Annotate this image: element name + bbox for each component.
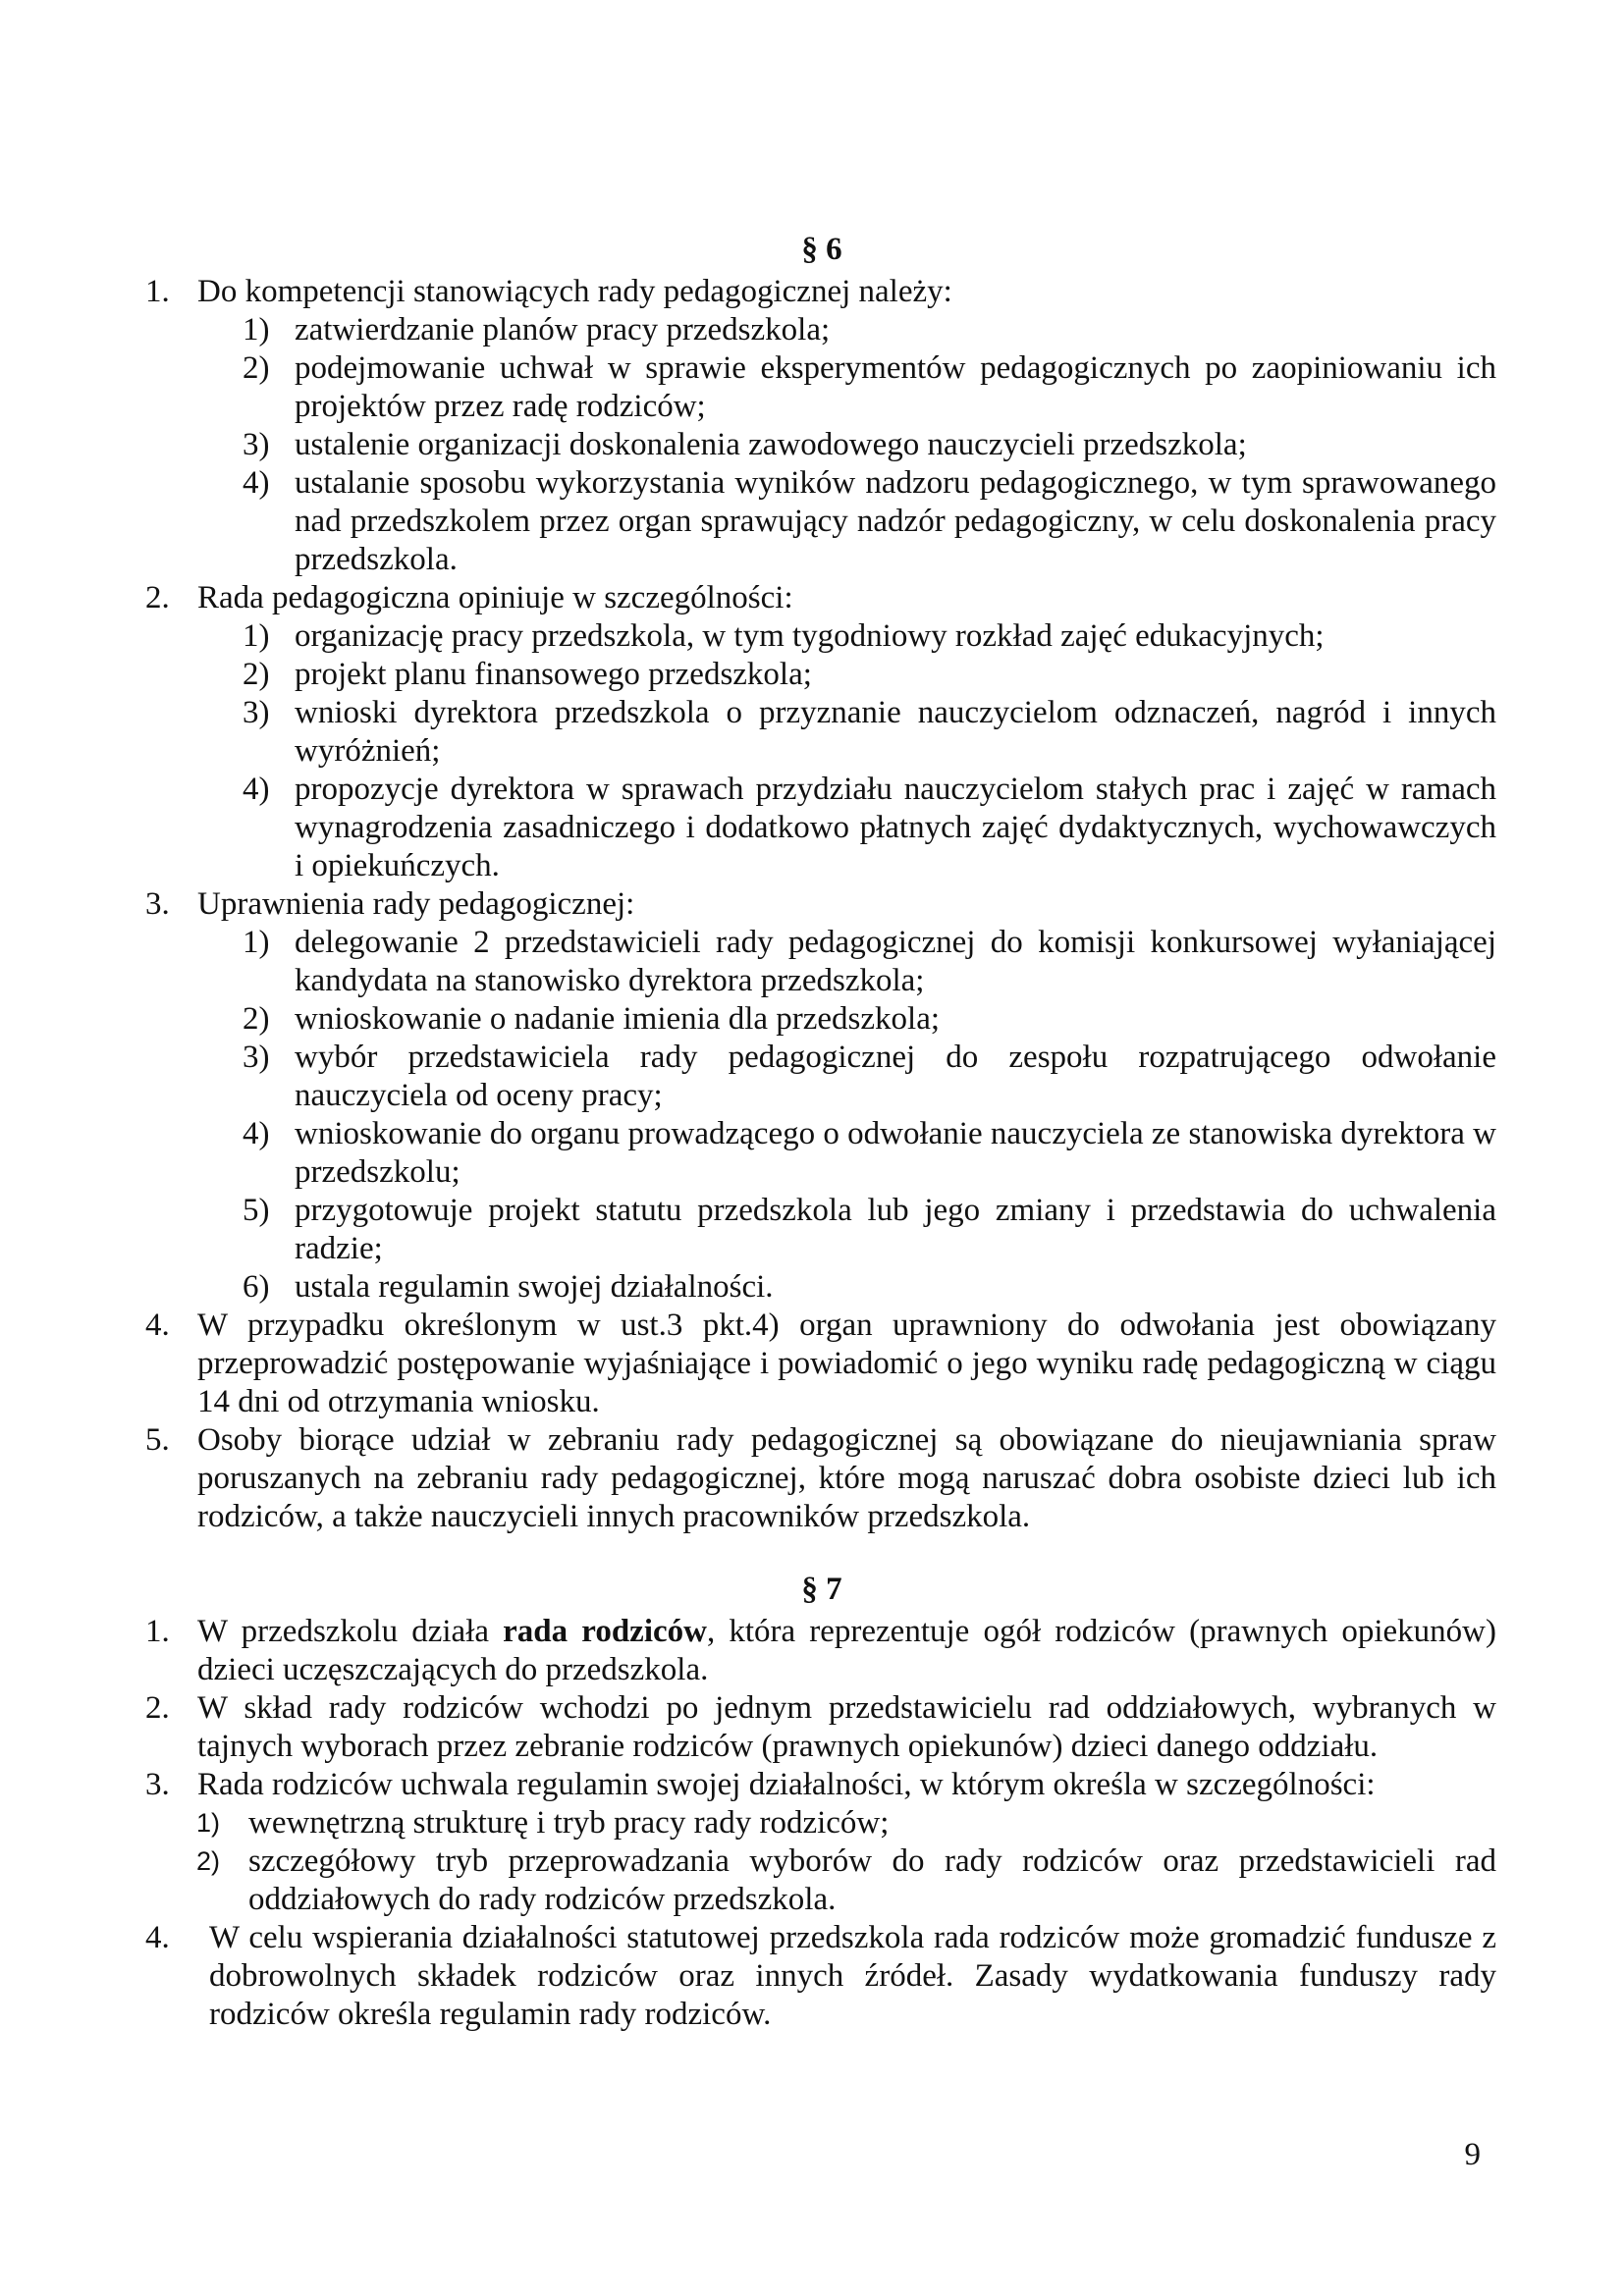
paragraph-number: 3. (145, 886, 170, 922)
list-item (0, 464, 1624, 579)
list-item-number: 4) (243, 772, 270, 807)
list-item-number: 2) (243, 657, 270, 692)
list-item-text: delegowanie 2 przedstawicieli rady pedagogicznej do komisji konkursowej wyłaniającej kandydata na stanowisko dyrektora przedszkola; (295, 925, 1496, 998)
list-item (0, 1192, 1624, 1268)
list-item (0, 1039, 1624, 1115)
paragraph-text: W skład rady rodziców wchodzi po jednym przedstawicielu rad oddziałowych, wybranych w tajnych wyborach przez zebranie rodziców (prawnych opiekunów) dzieci danego oddziału. (197, 1690, 1496, 1764)
paragraph-3 (0, 1766, 1624, 1804)
paragraph-number: 2. (145, 580, 170, 615)
paragraph-text-bold: rada rodziców (503, 1614, 707, 1649)
list-item-number: 4) (243, 465, 270, 501)
list-item-text: wnioskowanie do organu prowadzącego o odwołanie nauczyciela ze stanowiska dyrektora w przedszkolu; (295, 1116, 1496, 1190)
list-item-text: projekt planu finansowego przedszkola; (295, 657, 812, 692)
paragraph-number: 3. (145, 1767, 170, 1802)
list-item-text: wnioski dyrektora przedszkola o przyznanie nauczycielom odznaczeń, nagród i innych wyróżnień; (295, 695, 1496, 769)
paragraph-number: 4. (145, 1920, 170, 1955)
paragraph-number: 2. (145, 1690, 170, 1726)
list-item (0, 426, 1624, 464)
list-item-number: 1) (196, 1808, 221, 1838)
list-item-text: podejmowanie uchwał w sprawie eksperymentów pedagogicznych po zaopiniowaniu ich projektów przez radę rodziców; (295, 350, 1496, 424)
page-number: 9 (1464, 2137, 1481, 2172)
paragraph-text: Do kompetencji stanowiących rady pedagogicznej należy: (197, 274, 952, 309)
list-item-number: 1) (243, 618, 270, 654)
list-item (0, 1804, 1624, 1842)
paragraph-number: 5. (145, 1422, 170, 1458)
list-item-text: ustala regulamin swojej działalności. (295, 1269, 774, 1305)
list-item-text: ustalanie sposobu wykorzystania wyników nadzoru pedagogicznego, w tym sprawowanego nad przedszkolem przez organ sprawujący nadzór pedagogiczny, w celu doskonalenia pracy przedszkola. (295, 465, 1496, 577)
paragraph-5 (0, 1421, 1624, 1536)
paragraph-text: W celu wspierania działalności statutowej przedszkola rada rodziców może gromadzić fundusze z dobrowolnych składek rodziców oraz innych źródeł. Zasady wydatkowania funduszy rady rodziców określa regulamin rady rodziców. (209, 1920, 1496, 2032)
list-item-number: 3) (243, 695, 270, 730)
list-item (0, 694, 1624, 771)
list-item-text: przygotowuje projekt statutu przedszkola lub jego zmiany i przedstawia do uchwalenia radzie; (295, 1193, 1496, 1266)
list-item-text: wybór przedstawiciela rady pedagogicznej do zespołu rozpatrującego odwołanie nauczyciela od oceny pracy; (295, 1040, 1496, 1113)
list-item-number: 5) (243, 1193, 270, 1228)
paragraph-text: Rada pedagogiczna opiniuje w szczególności: (197, 580, 793, 615)
list-item-text: ustalenie organizacji doskonalenia zawodowego nauczycieli przedszkola; (295, 427, 1247, 462)
list-item-text: szczegółowy tryb przeprowadzania wyborów do rady rodziców oraz przedstawicieli rad oddziałowych do rady rodziców przedszkola. (248, 1843, 1496, 1917)
list-item (0, 311, 1624, 349)
paragraph-text: Osoby biorące udział w zebraniu rady pedagogicznej są obowiązane do nieujawniania spraw poruszanych na zebraniu rady pedagogicznej, które mogą naruszać dobra osobiste dzieci lub ich rodziców, a także nauczycieli innych pracowników przedszkola. (197, 1422, 1496, 1534)
paragraph-number: 4. (145, 1308, 170, 1343)
list-item (0, 617, 1624, 656)
paragraph-text: Uprawnienia rady pedagogicznej: (197, 886, 635, 922)
section-heading: § 7 (801, 1572, 842, 1607)
paragraph-number: 1. (145, 1614, 170, 1649)
list-item-number: 1) (243, 925, 270, 960)
list-item-text: organizację pracy przedszkola, w tym tygodniowy rozkład zajęć edukacyjnych; (295, 618, 1325, 654)
list-item (0, 1268, 1624, 1307)
list-item (0, 1000, 1624, 1039)
paragraph-number: 1. (145, 274, 170, 309)
list-item-number: 3) (243, 1040, 270, 1075)
paragraph-4 (0, 1919, 1624, 2034)
list-item (0, 1842, 1624, 1919)
list-item (0, 924, 1624, 1000)
list-item (0, 771, 1624, 885)
paragraph-text: Rada rodziców uchwala regulamin swojej działalności, w którym określa w szczególności: (197, 1767, 1376, 1802)
list-item-number: 2) (243, 350, 270, 386)
section-7 (0, 1571, 1624, 2034)
section-heading: § 6 (801, 232, 842, 267)
list-item (0, 349, 1624, 426)
list-item-number: 3) (243, 427, 270, 462)
list-item (0, 656, 1624, 694)
list-item-text: zatwierdzanie planów pracy przedszkola; (295, 312, 831, 347)
paragraph-text-end: , która reprezentuje ogół rodziców (prawnych opiekunów) dzieci uczęszczających do przedszkola. (197, 1614, 1496, 1687)
list-item-number: 1) (243, 312, 270, 347)
section-6 (0, 231, 1624, 1536)
list-item (0, 1115, 1624, 1192)
paragraph-3 (0, 885, 1624, 924)
paragraph-2 (0, 1689, 1624, 1766)
paragraph-4 (0, 1307, 1624, 1421)
paragraph-1 (0, 273, 1624, 311)
list-item-text: propozycje dyrektora w sprawach przydziału nauczycielom stałych prac i zajęć w ramach wynagrodzenia zasadniczego i dodatkowo płatnych zajęć dydaktycznych, wychowawczych i opiekuńczych. (295, 772, 1496, 883)
paragraph-text: W przypadku określonym w ust.3 pkt.4) organ uprawniony do odwołania jest obowiązany przeprowadzić postępowanie wyjaśniające i powiadomić o jego wyniku radę pedagogiczną w ciągu 14 dni od otrzymania wniosku. (197, 1308, 1496, 1419)
list-item-number: 6) (243, 1269, 270, 1305)
paragraph-2 (0, 579, 1624, 617)
list-item-number: 2) (243, 1001, 270, 1037)
list-item-text: wnioskowanie o nadanie imienia dla przedszkola; (295, 1001, 941, 1037)
paragraph-1 (0, 1613, 1624, 1689)
list-item-text: wewnętrzną strukturę i tryb pracy rady rodziców; (248, 1805, 890, 1841)
list-item-number: 4) (243, 1116, 270, 1151)
paragraph-text-start: W przedszkolu działa (197, 1614, 504, 1649)
list-item-number: 2) (196, 1846, 221, 1876)
